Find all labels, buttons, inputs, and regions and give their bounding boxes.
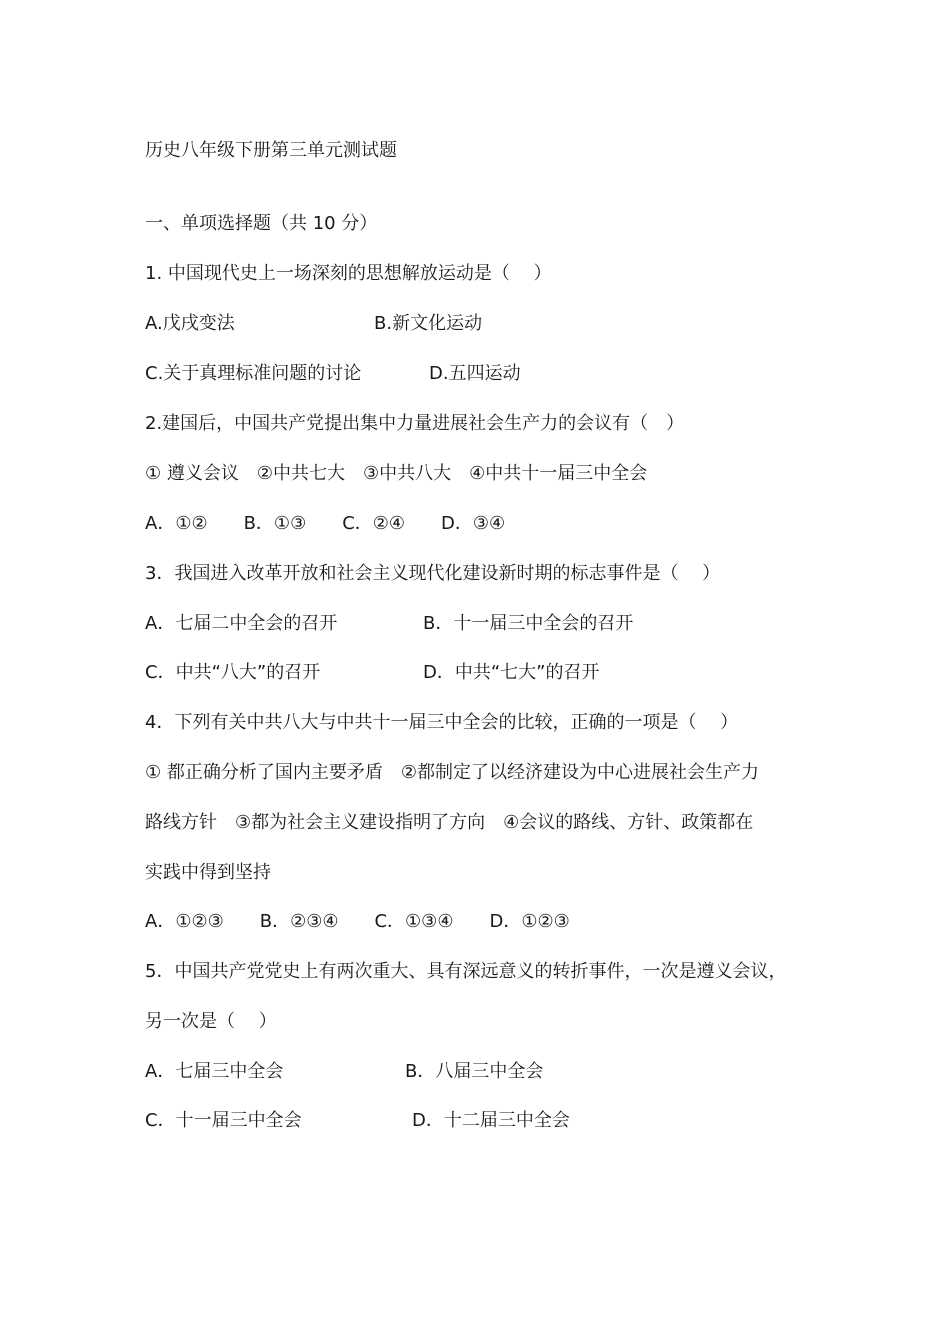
- question-4-options: A．①②③ B．②③④ C．①③④ D．①②③: [145, 911, 570, 932]
- question-1-option-c: C.关于真理标准问题的讨论: [145, 363, 362, 384]
- question-4-statements-line-1: ① 都正确分析了国内主要矛盾 ②都制定了以经济建设为中心进展社会生产力: [145, 762, 759, 783]
- question-1-option-a: A.戊戌变法: [145, 313, 235, 334]
- question-2-options: A．①② B．①③ C．②④ D．③④: [145, 513, 506, 534]
- question-1-stem: 1. 中国现代史上一场深刻的思想解放运动是（ ）: [145, 263, 552, 284]
- document-title: 历史八年级下册第三单元测试题: [145, 140, 397, 161]
- question-3-option-c: C．中共“八大”的召开: [145, 662, 321, 683]
- section-heading: 一、单项选择题（共 10 分）: [145, 213, 378, 234]
- question-5-option-c: C．十一届三中全会: [145, 1110, 302, 1131]
- question-4-statements-line-3: 实践中得到坚持: [145, 862, 271, 883]
- question-1-option-d: D.五四运动: [429, 363, 521, 384]
- question-3-stem: 3．我国进入改革开放和社会主义现代化建设新时期的标志事件是（ ）: [145, 563, 721, 584]
- question-5-stem-continued: 另一次是（ ）: [145, 1011, 277, 1032]
- question-4-stem: 4．下列有关中共八大与中共十一届三中全会的比较，正确的一项是（ ）: [145, 712, 739, 733]
- question-3-option-d: D．中共“七大”的召开: [423, 662, 600, 683]
- question-5-option-d: D．十二届三中全会: [412, 1110, 570, 1131]
- question-5-option-b: B．八届三中全会: [405, 1061, 544, 1082]
- question-2-items: ① 遵义会议 ②中共七大 ③中共八大 ④中共十一届三中全会: [145, 463, 648, 484]
- question-1-option-b: B.新文化运动: [374, 313, 483, 334]
- question-4-statements-line-2: 路线方针 ③都为社会主义建设指明了方向 ④会议的路线、方针、政策都在: [145, 812, 754, 833]
- question-5-option-a: A．七届三中全会: [145, 1061, 284, 1082]
- question-3-option-a: A．七届二中全会的召开: [145, 613, 338, 634]
- question-5-stem: 5．中国共产党党史上有两次重大、具有深远意义的转折事件，一次是遵义会议，: [145, 961, 787, 982]
- question-2-stem: 2.建国后，中国共产党提出集中力量进展社会生产力的会议有（ ）: [145, 413, 685, 434]
- question-3-option-b: B．十一届三中全会的召开: [423, 613, 634, 634]
